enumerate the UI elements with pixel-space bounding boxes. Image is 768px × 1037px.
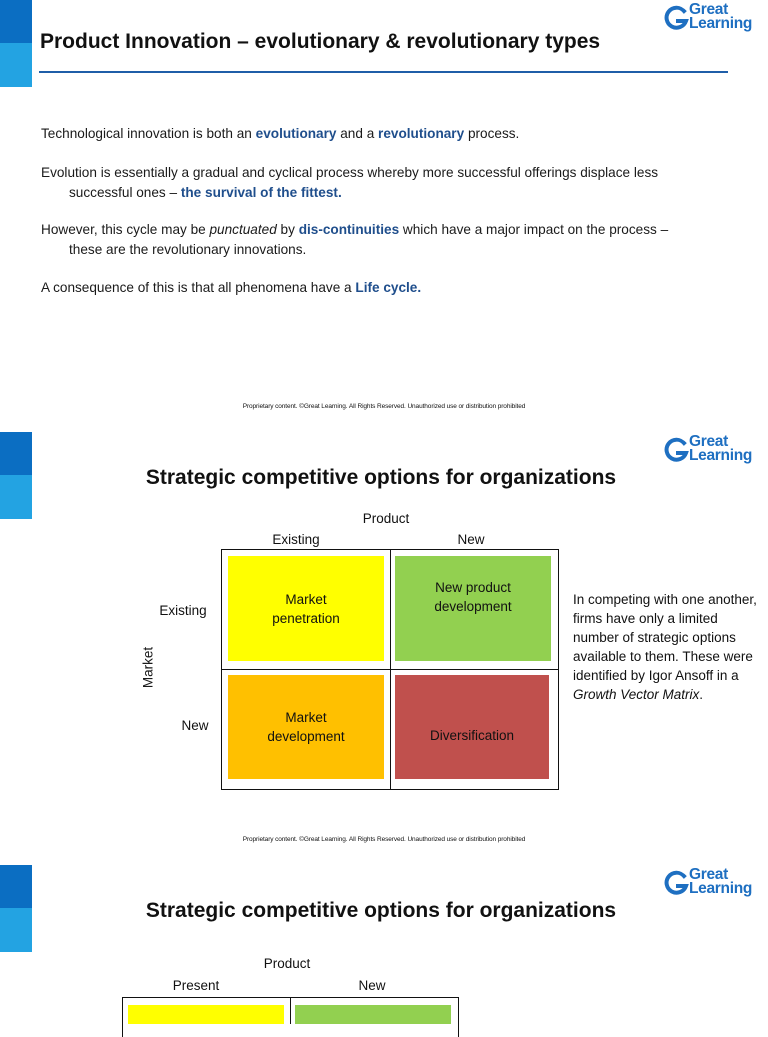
logo-line1: Great: [689, 433, 728, 450]
slide-title: Product Innovation – evolutionary & revolutionary types: [40, 30, 601, 53]
product-axis-label: Product: [362, 511, 410, 526]
paragraph-2: Evolution is essentially a gradual and cyclical process whereby more successful offerings displace less successful ones – the survival of the fittest.: [41, 165, 659, 200]
column-header-existing: Existing: [272, 532, 320, 547]
logo-line2: Learning: [689, 447, 753, 464]
row-header-new: New: [181, 718, 209, 733]
logo-line1: Great: [689, 1, 728, 18]
accent-bar: [0, 0, 32, 87]
great-learning-logo: [664, 866, 756, 900]
slide-title: Strategic competitive options for organizations: [145, 899, 617, 922]
slide-3: [0, 865, 768, 1024]
column-header-present: Present: [172, 978, 220, 993]
cell-market-development: Market development: [228, 675, 384, 779]
slide-title: Strategic competitive options for organizations: [145, 466, 617, 489]
slide-2: [0, 432, 768, 865]
cell-diversification: Diversification: [395, 675, 549, 779]
cell-top-right: [295, 1005, 451, 1024]
paragraph-4: A consequence of this is that all phenomena have a Life cycle.: [41, 280, 422, 295]
g-logo-icon: [664, 5, 690, 31]
g-logo-icon: [664, 437, 690, 463]
cell-new-product-development: New product development: [395, 556, 551, 661]
row-header-existing: Existing: [159, 603, 207, 618]
product-axis-label: Product: [263, 956, 311, 971]
logo-line1: Great: [689, 866, 728, 883]
great-learning-logo: [664, 433, 756, 467]
slide-1: [0, 0, 768, 432]
cell-market-penetration: Market penetration: [228, 556, 384, 661]
footer-copyright: Proprietary content. ©Great Learning. All Rights Reserved. Unauthorized use or distribution prohibited: [242, 836, 526, 843]
cell-top-left: [128, 1005, 284, 1024]
side-note: In competing with one another, firms have only a limited number of strategic options available to them. These were identified by Igor Ansoff in a Growth Vector Matrix.: [573, 592, 757, 702]
logo-line2: Learning: [689, 15, 753, 32]
logo-line2: Learning: [689, 880, 753, 897]
footer-copyright: Proprietary content. ©Great Learning. All Rights Reserved. Unauthorized use or distribution prohibited: [242, 403, 526, 410]
market-axis-label: Market: [140, 646, 156, 689]
paragraph-3: However, this cycle may be punctuated by dis-continuities which have a major impact on the process – these are the revolutionary innovations.: [41, 222, 669, 257]
title-divider: [39, 71, 728, 73]
column-header-new: New: [457, 532, 485, 547]
great-learning-logo: [664, 1, 756, 35]
g-logo-icon: [664, 870, 690, 896]
paragraph-1: Technological innovation is both an evolutionary and a revolutionary process.: [41, 126, 520, 141]
column-header-new: New: [358, 978, 386, 993]
